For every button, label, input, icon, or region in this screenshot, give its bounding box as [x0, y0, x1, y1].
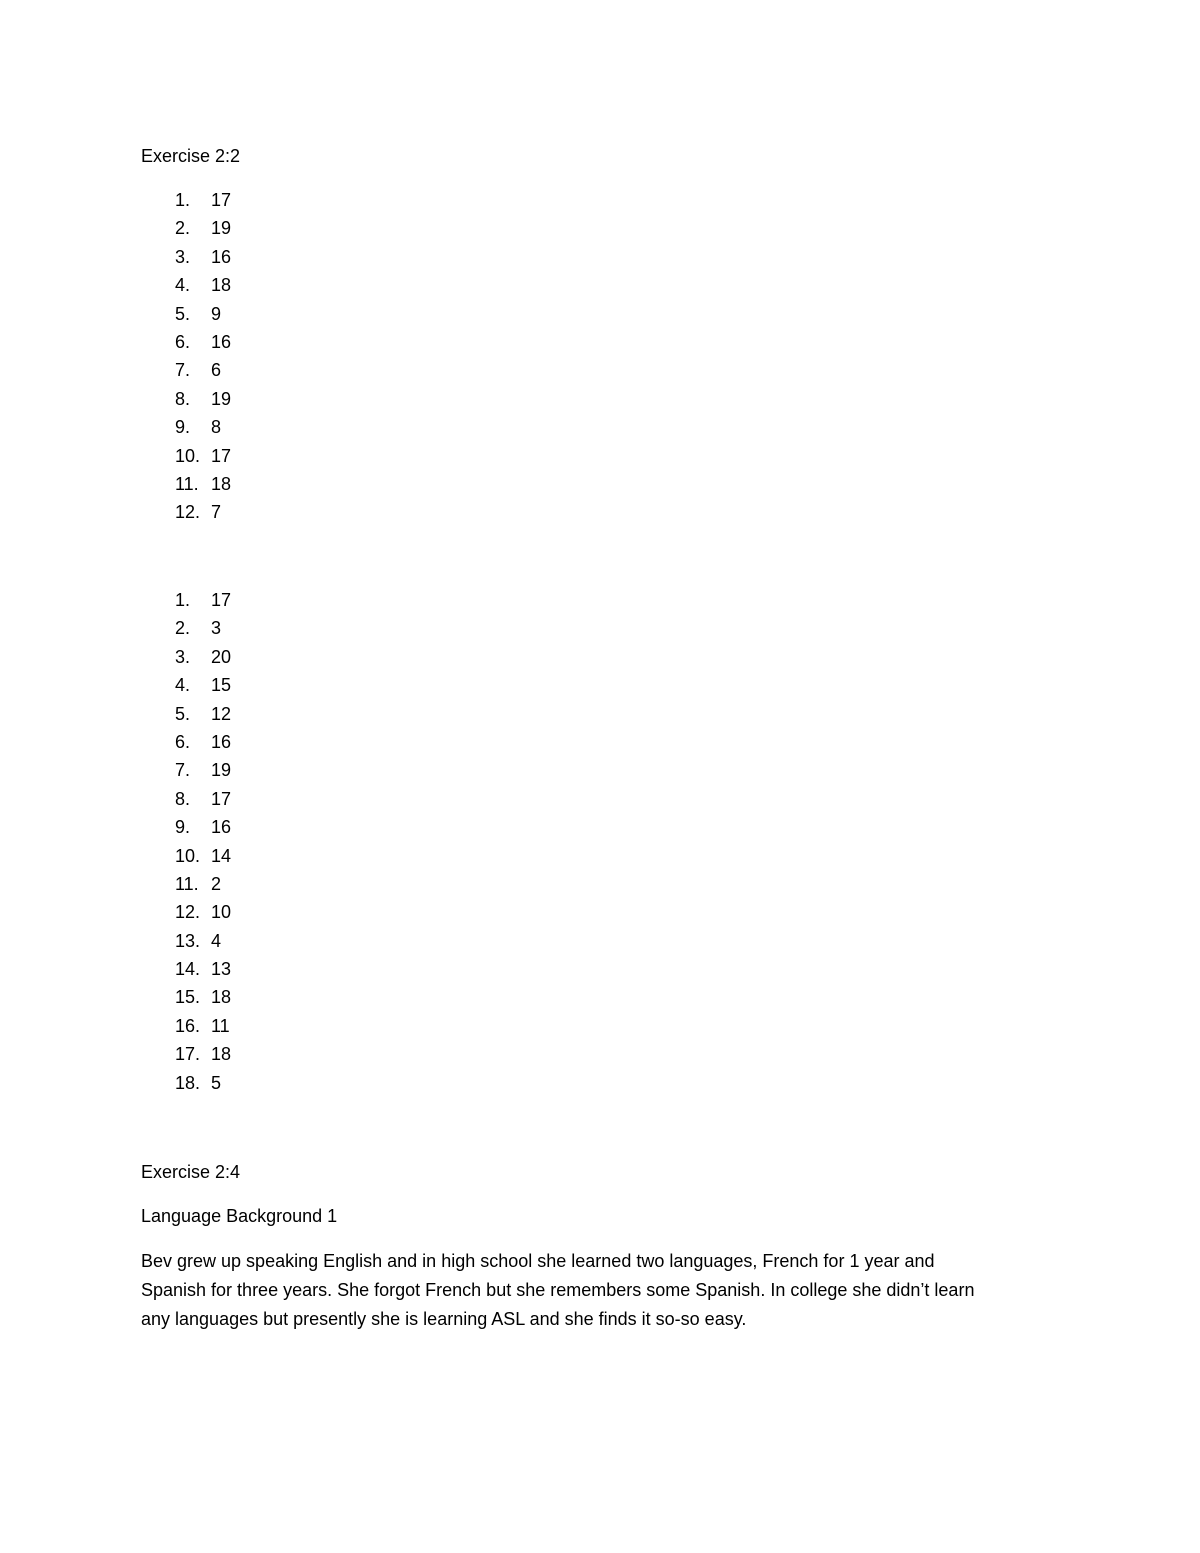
- item-value: 14: [211, 845, 232, 866]
- list-item: [175, 614, 231, 642]
- paragraph-line: Bev grew up speaking English and in high school she learned two languages, French for 1 year and: [141, 1251, 935, 1271]
- list-item: [175, 271, 231, 299]
- item-value: 15: [211, 675, 232, 696]
- item-value: 3: [211, 618, 222, 639]
- answer-list-a: [175, 186, 231, 527]
- item-number: 17.: [175, 1044, 201, 1065]
- item-number: 7.: [175, 760, 191, 781]
- item-value: 18: [211, 1044, 232, 1065]
- language-background-subheading: Language Background 1: [141, 1206, 338, 1226]
- item-value: 20: [211, 646, 232, 667]
- item-number: 8.: [175, 788, 191, 809]
- item-value: 17: [211, 590, 232, 610]
- list-item: [175, 385, 231, 413]
- item-number: 5.: [175, 303, 191, 324]
- item-number: 15.: [175, 987, 201, 1008]
- item-number: 12.: [175, 502, 201, 523]
- list-item: [175, 356, 231, 384]
- item-value: 5: [211, 1072, 222, 1093]
- list-item: [175, 955, 231, 983]
- list-item: [175, 1012, 231, 1040]
- item-value: 16: [211, 731, 232, 752]
- item-number: 14.: [175, 959, 201, 980]
- item-value: 17: [211, 445, 232, 466]
- list-item: [175, 300, 231, 328]
- list-item: [175, 813, 231, 841]
- item-value: 6: [211, 360, 222, 381]
- list-item: [175, 728, 231, 756]
- list-item: [175, 785, 231, 813]
- list-item: [175, 413, 231, 441]
- list-item: [175, 756, 231, 784]
- list-item: [175, 870, 231, 898]
- paragraph-line: any languages but presently she is learning ASL and she finds it so-so easy.: [141, 1309, 747, 1329]
- list-item: [175, 643, 231, 671]
- item-number: 3.: [175, 646, 191, 667]
- item-value: 18: [211, 987, 232, 1008]
- item-number: 2.: [175, 218, 191, 239]
- list-item: [175, 243, 231, 271]
- list-item: [175, 442, 231, 470]
- item-number: 18.: [175, 1072, 201, 1093]
- item-number: 1.: [175, 190, 191, 210]
- item-number: 11.: [175, 873, 199, 894]
- item-number: 6.: [175, 731, 191, 752]
- item-number: 10.: [175, 445, 201, 466]
- item-value: 18: [211, 275, 232, 296]
- item-value: 16: [211, 817, 232, 838]
- item-value: 18: [211, 473, 232, 494]
- item-number: 8.: [175, 388, 191, 409]
- item-number: 16.: [175, 1015, 201, 1036]
- language-background-paragraph: [141, 1247, 1071, 1334]
- item-number: 7.: [175, 360, 191, 381]
- item-number: 5.: [175, 703, 191, 724]
- item-number: 3.: [175, 246, 191, 267]
- exercise-2-4-heading: Exercise 2:4: [141, 1162, 241, 1182]
- item-value: 11: [211, 1015, 230, 1036]
- item-value: 17: [211, 190, 232, 210]
- item-number: 1.: [175, 590, 191, 610]
- list-item: [175, 214, 231, 242]
- list-item: [175, 470, 231, 498]
- list-item: [175, 328, 231, 356]
- item-value: 8: [211, 417, 222, 438]
- item-number: 10.: [175, 845, 201, 866]
- item-value: 7: [211, 502, 222, 523]
- item-value: 19: [211, 388, 232, 409]
- item-value: 13: [211, 959, 232, 980]
- item-number: 9.: [175, 817, 191, 838]
- list-item: [175, 186, 231, 214]
- list-item: [175, 842, 231, 870]
- list-item: [175, 983, 231, 1011]
- item-number: 4.: [175, 275, 191, 296]
- item-number: 11.: [175, 473, 199, 494]
- list-item: [175, 1069, 231, 1097]
- list-item: [175, 586, 231, 614]
- item-value: 17: [211, 788, 232, 809]
- item-value: 10: [211, 902, 232, 923]
- item-value: 16: [211, 331, 232, 352]
- item-value: 2: [211, 873, 222, 894]
- list-item: [175, 898, 231, 926]
- item-number: 13.: [175, 930, 201, 951]
- paragraph-line: Spanish for three years. She forgot French but she remembers some Spanish. In college she didn’t learn: [141, 1280, 975, 1300]
- item-value: 9: [211, 303, 222, 324]
- item-number: 2.: [175, 618, 191, 639]
- item-value: 12: [211, 703, 232, 724]
- item-number: 4.: [175, 675, 191, 696]
- item-value: 16: [211, 246, 232, 267]
- list-item: [175, 700, 231, 728]
- list-item: [175, 927, 231, 955]
- item-value: 19: [211, 218, 232, 239]
- list-item: [175, 671, 231, 699]
- list-item: [175, 498, 231, 526]
- item-number: 12.: [175, 902, 201, 923]
- list-item: [175, 1040, 231, 1068]
- exercise-2-2-heading: Exercise 2:2: [141, 146, 241, 166]
- item-value: 19: [211, 760, 232, 781]
- item-value: 4: [211, 930, 222, 951]
- item-number: 9.: [175, 417, 191, 438]
- item-number: 6.: [175, 331, 191, 352]
- answer-list-b: [175, 586, 231, 1097]
